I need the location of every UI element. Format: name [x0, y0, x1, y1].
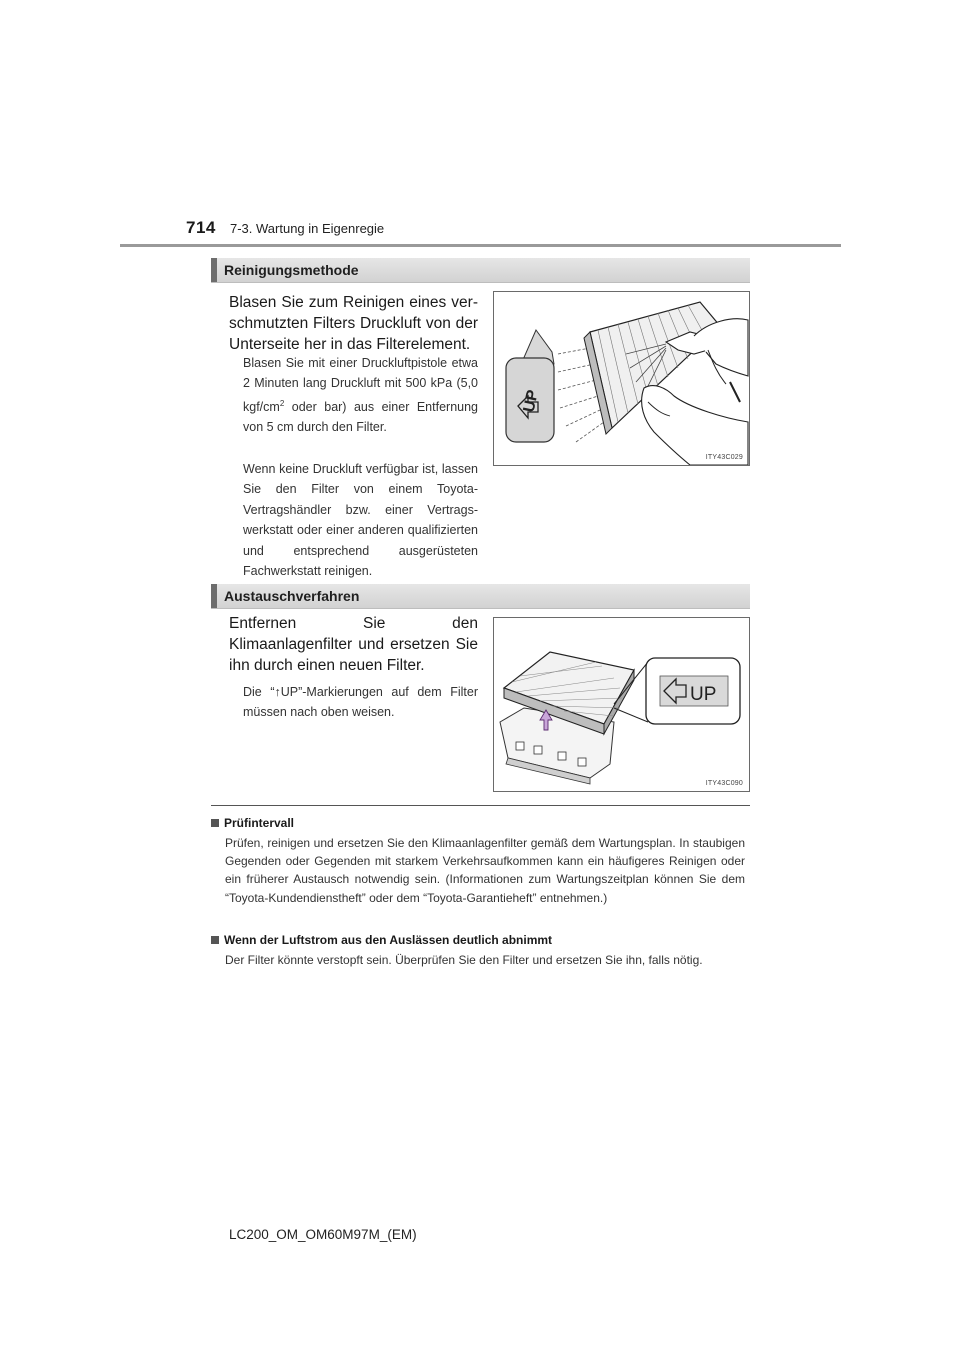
note-heading-text: Prüfintervall: [224, 816, 295, 830]
figure-cleaning-filter: [493, 291, 750, 466]
cleaning-instruction-pre: Blasen Sie mit einer Druckluftpistole etwa 2 Minuten lang Druckluft mit 500 kPa (5,0 kgf/cm: [243, 356, 478, 414]
note-heading-interval: [211, 816, 294, 830]
notes-divider: [211, 805, 750, 806]
replacement-instruction-text: Die “↑UP”-Markierungen auf dem Filter müssen nach oben weisen.: [243, 685, 478, 720]
filter-replacement-illustration: [494, 618, 749, 791]
square-bullet-icon: [211, 936, 219, 944]
cleaning-instruction-text: [243, 353, 478, 438]
header-rule: [120, 244, 841, 247]
figure-code-replacement: ITY43C090: [705, 780, 743, 787]
note-body-airflow: Der Filter könnte verstopft sein. Überprüfen Sie den Filter und ersetzen Sie ihn, falls nötig.: [225, 953, 703, 967]
cleaning-alternative-text: Wenn keine Druckluft verfügbar ist, lassen Sie den Filter von einem Toyota-Vertragshändler bzw. einer Vertragswerkstatt oder einer anderen qualifizierten und entsprechend ausgerüsteten Fachwerkstatt reinigen.: [243, 462, 478, 579]
callout-up-label: UP: [520, 388, 542, 414]
superscript-two: 2: [279, 398, 285, 408]
document-code: LC200_OM_OM60M97M_(EM): [229, 1227, 417, 1242]
page-number: 714: [186, 218, 216, 237]
cleaning-instruction-post: oder bar) aus einer Entfernung von 5 cm durch den Filter.: [243, 399, 478, 435]
filter-blowing-illustration: [494, 292, 749, 465]
section-bar-marker: [211, 258, 217, 282]
replacement-main-text: Entfernen Sie den Klimaanlagenfilter und ersetzen Sie ihn durch einen neuen Filter.: [229, 615, 478, 674]
note-heading-airflow: [211, 933, 552, 947]
figure-code-cleaning: ITY43C029: [705, 454, 743, 461]
square-bullet-icon: [211, 819, 219, 827]
section-title-cleaning: Reinigungsmethode: [224, 262, 359, 278]
section-bar-marker: [211, 584, 217, 608]
section-bar-replacement: [211, 584, 750, 609]
cleaning-main-text: Blasen Sie zum Reinigen eines verschmutzten Filters Druckluft von der Unterseite her in das Filterelement.: [229, 294, 478, 353]
section-title-replacement: Austauschverfahren: [224, 588, 360, 604]
note-heading-text: Wenn der Luftstrom aus den Auslässen deutlich abnimmt: [224, 933, 553, 947]
section-reference: 7-3. Wartung in Eigenregie: [230, 221, 385, 236]
section-bar-cleaning: [211, 258, 750, 283]
figure-replacement-filter: [493, 617, 750, 792]
note-body-interval: Prüfen, reinigen und ersetzen Sie den Klimaanlagenfilter gemäß dem Wartungsplan. In staubigen Gegenden oder Gegenden mit starkem Verkehrsaufkommen kann ein häufigeres Reinigen oder ein früherer Austausch notwendig sein. (Informationen zum Wartungszeitplan können Sie dem “Toyota-Kundendienstheft” oder dem “Toyota-Garantieheft” entnehmen.): [225, 836, 745, 905]
callout-up-label: UP: [690, 684, 717, 705]
